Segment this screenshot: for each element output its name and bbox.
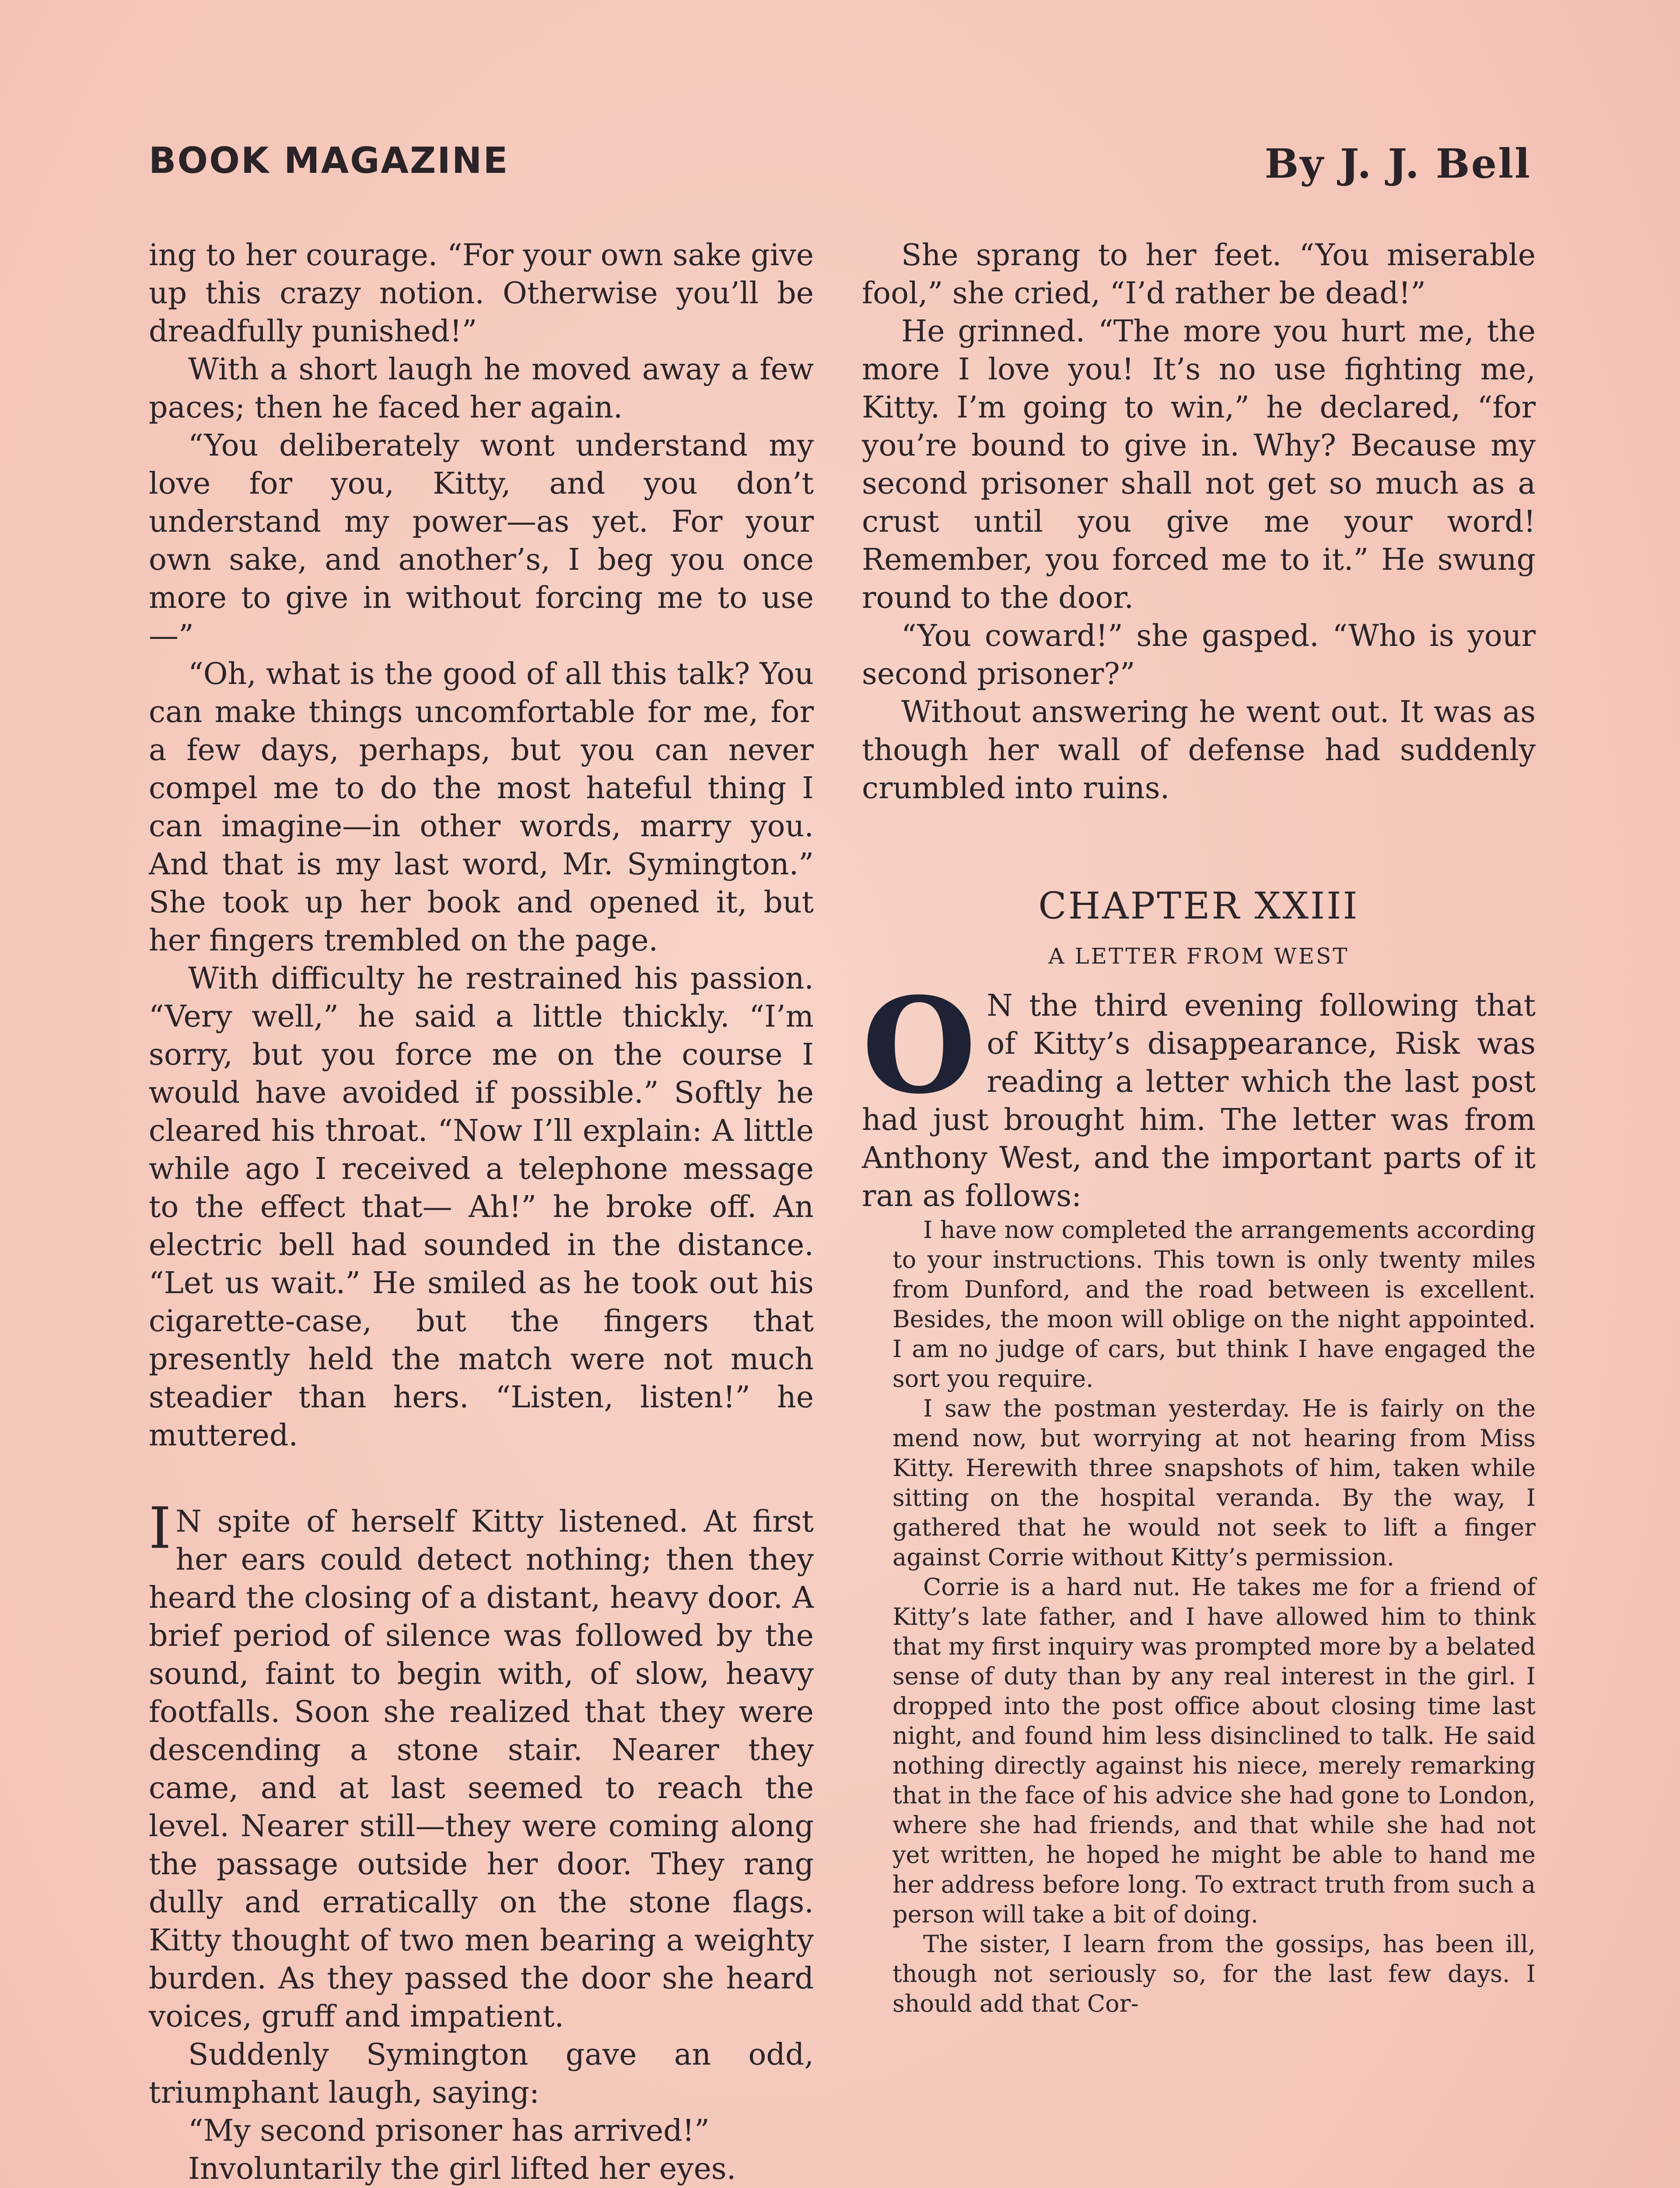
paragraph-text: N spite of herself Kitty listened. At first her ears could detect nothing; then they heard the closing of a distant, heavy door. A brief period of silence was followed by the sound, faint to begin with, of slow, heavy footfalls. Soon she realized that they were descending a stone stair. Nearer they came, and at last seemed to reach the level. Nearer still—they were coming along the passage outside her door. They rang dully and erratically on the stone flags. Kitty thought of two men bearing a weighty burden. As they passed the door she heard voices, gruff and impatient.	[149, 1504, 814, 2034]
paragraph-text: N the third evening following that of Kitty’s disappearance, Risk was reading a letter which the last post had just brought him. The letter was from Anthony West, and the important parts of it ran as follows:	[862, 989, 1536, 1213]
letter-paragraph: I have now completed the arrangements according to your instructions. This town is only twenty miles from Dunford, and the road between is excellent. Besides, the moon will oblige on the night appointed. I am no judge of cars, but think I have engaged the sort you require.	[892, 1216, 1536, 1392]
initial-letter: I	[149, 1495, 172, 1561]
chapter-title: CHAPTER XXIII	[1038, 884, 1359, 927]
right-column	[862, 236, 1536, 2019]
letter-paragraph: The sister, I learn from the gossips, has been ill, though not seriously so, for the last few days. I should add that Cor-	[892, 1930, 1536, 2017]
paragraph: With a short laugh he moved away a few paces; then he faced her again.	[149, 352, 814, 425]
letter-paragraph: I saw the postman yesterday. He is fairly on the mend now, but worrying at not hearing from Miss Kitty. Herewith three snapshots of him, taken while sitting on the hospital veranda. By the way, I gathered that he would not seek to lift a finger against Corrie without Kitty’s permission.	[892, 1395, 1536, 1571]
paragraph: Without answering he went out. It was as though her wall of defense had suddenly crumbled into ruins.	[862, 695, 1536, 806]
paragraph: Suddenly Symington gave an odd, triumphant laugh, saying:	[149, 2037, 814, 2110]
paragraph: ing to her courage. “For your own sake give up this crazy notion. Otherwise you’ll be dreadfully punished!”	[149, 238, 814, 349]
paragraph: She sprang to her feet. “You miserable fool,” she cried, “I’d rather be dead!”	[862, 238, 1536, 311]
quoted-letter	[892, 1215, 1536, 2019]
paragraph: “My second prisoner has arrived!”	[188, 2114, 710, 2148]
magazine-title: BOOK MAGAZINE	[149, 140, 509, 182]
paragraph: With difficulty he restrained his passion. “Very well,” he said a little thickly. “I’m sorry, but you force me on the course I would have avoided if possible.” Softly he cleared his throat. “Now I’ll explain: A little while ago I received a telephone message to the effect that— Ah!” he broke off. An electric bell had sounded in the distance. “Let us wait.” He smiled as he took out his cigarette-case, but the fingers that presently held the match were not much steadier than hers. “Listen, listen!” he muttered.	[149, 961, 814, 1453]
left-column	[149, 236, 814, 2188]
paragraph: “You deliberately wont understand my love for you, Kitty, and you don’t understand my power—as yet. For your own sake, and another’s, I beg you once more to give in without forcing me to use—”	[149, 428, 814, 653]
section-break	[149, 1455, 814, 1503]
paragraph: He grinned. “The more you hurt me, the more I love you! It’s no use fighting me, Kitty. I’m going to win,” he declared, “for you’re bound to give in. Why? Because my second prisoner shall not get so much as a crust until you give me your word! Remember, you forced me to it.” He swung round to the door.	[862, 314, 1536, 615]
running-header	[149, 140, 1531, 193]
letter-paragraph: Corrie is a hard nut. He takes me for a friend of Kitty’s late father, and I have allowed him to think that my first inquiry was prompted more by a belated sense of duty than by any real interest in the girl. I dropped into the post office about closing time last night, and found him less disinclined to talk. He said nothing directly against his niece, merely remarking that in the face of his advice she had gone to London, where she had friends, and that while she had not yet written, he hoped he might be able to hand me her address before long. To extract truth from such a person will take a bit of doing.	[892, 1573, 1536, 1928]
paragraph: “Oh, what is the good of all this talk? You can make things uncomfortable for me, for a few days, perhaps, but you can never compel me to do the most hateful thing I can imagine—in other words, marry you. And that is my last word, Mr. Symington.” She took up her book and opened it, but her fingers trembled on the page.	[149, 657, 814, 958]
section-opening-paragraph	[149, 1495, 814, 2036]
chapter-subtitle: A LETTER FROM WEST	[1048, 943, 1349, 969]
drop-cap: O	[862, 968, 976, 1123]
chapter-opening-paragraph	[862, 968, 1536, 1215]
author-byline: By J. J. Bell	[1264, 140, 1531, 187]
paragraph: Involuntarily the girl lifted her eyes.	[188, 2152, 736, 2186]
paragraph: “You coward!” she gasped. “Who is your second prisoner?”	[862, 619, 1536, 691]
